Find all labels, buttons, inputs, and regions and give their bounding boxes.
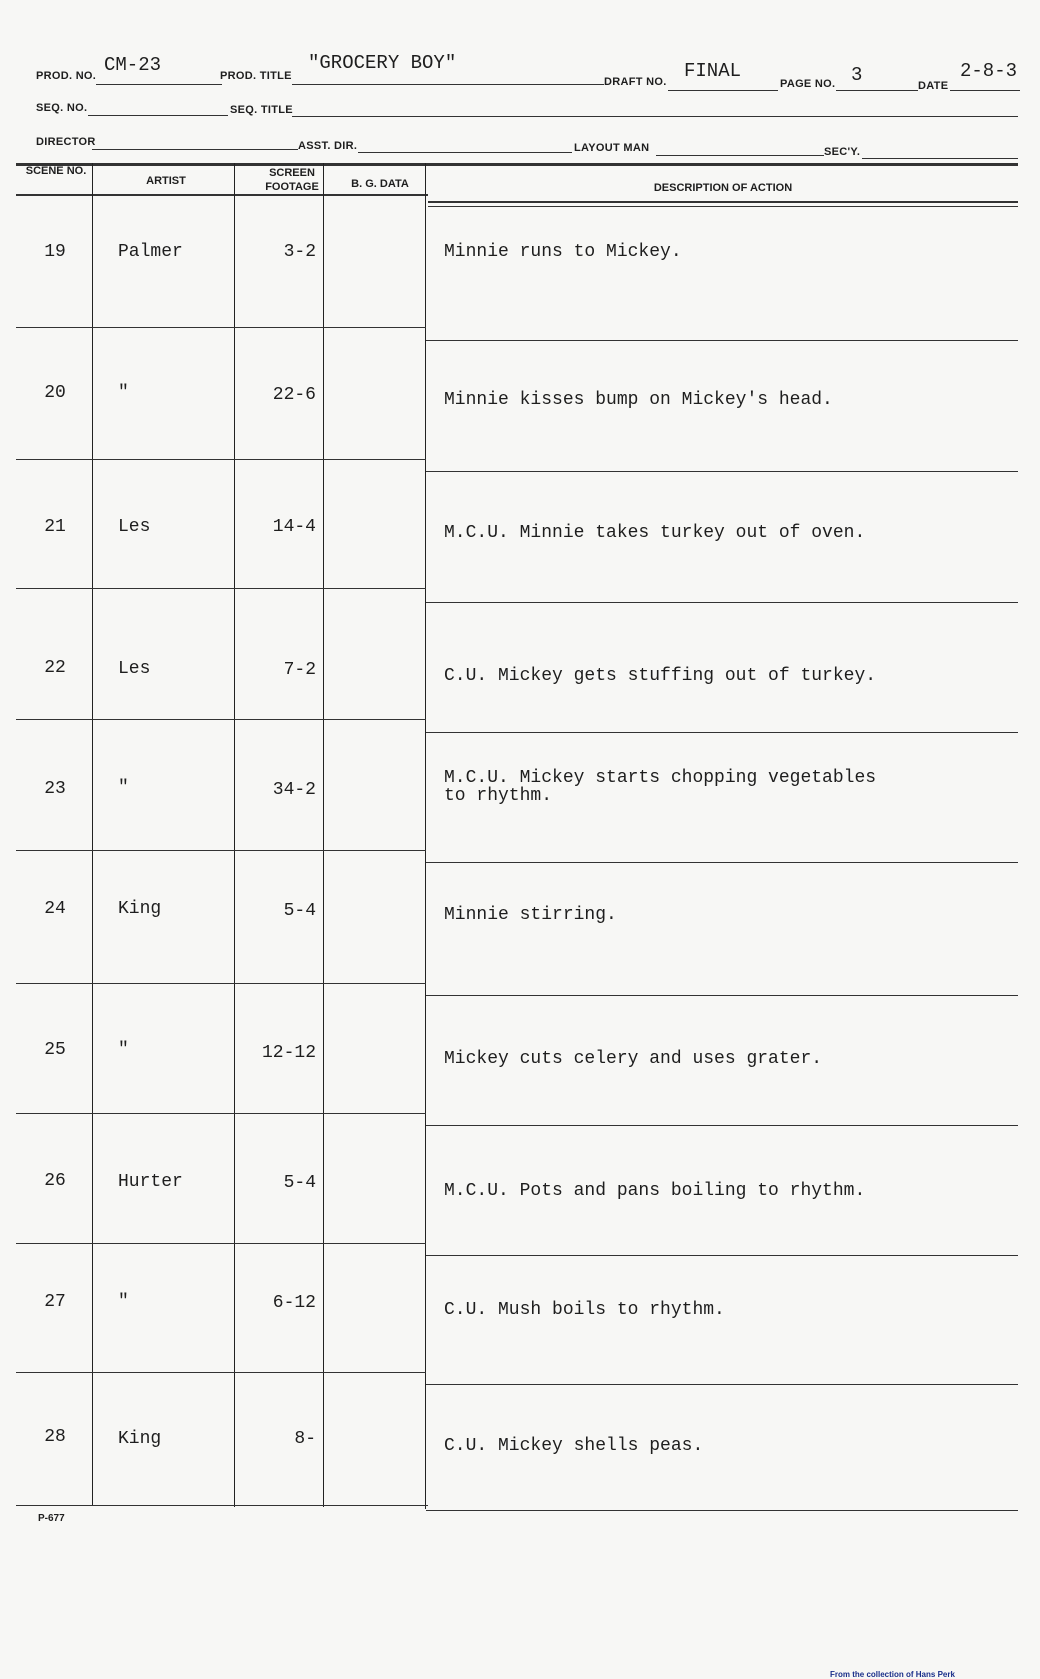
row-separator — [426, 602, 1018, 603]
prod-title-value: "GROCERY BOY" — [308, 52, 457, 74]
collection-credit: From the collection of Hans Perk — [830, 1670, 955, 1679]
seq-title-label: SEQ. TITLE — [230, 104, 293, 116]
col-header-scene-no: SCENE NO. — [25, 165, 87, 177]
table-top-border — [16, 163, 1018, 166]
description: M.C.U. Pots and pans boiling to rhythm. — [444, 1181, 866, 1201]
page-no-value: 3 — [851, 64, 863, 86]
col-header-description: DESCRIPTION OF ACTION — [653, 182, 793, 194]
artist: Les — [118, 517, 151, 537]
screen-footage: 8- — [294, 1429, 316, 1449]
artist: " — [118, 778, 129, 798]
screen-footage: 5-4 — [283, 901, 316, 921]
page-no-line — [836, 90, 918, 91]
header-bottom-rule-right — [428, 201, 1018, 203]
description: M.C.U. Mickey starts chopping vegetables to rhythm. — [444, 768, 877, 806]
artist: Les — [118, 659, 151, 679]
row-separator — [16, 850, 426, 851]
scene-no: 25 — [44, 1040, 66, 1060]
scene-no: 23 — [44, 779, 66, 799]
scene-no: 20 — [44, 383, 66, 403]
layout-man-line — [656, 155, 824, 156]
header-bottom-rule-left — [16, 194, 428, 196]
artist: " — [118, 1040, 129, 1060]
draft-no-line — [668, 90, 778, 91]
secy-line — [862, 158, 1018, 159]
page-no-label: PAGE NO. — [780, 78, 836, 90]
screen-footage: 14-4 — [272, 517, 316, 537]
artist: " — [118, 383, 129, 403]
row-separator — [426, 995, 1018, 996]
artist: King — [118, 1429, 162, 1449]
description: Minnie stirring. — [444, 905, 617, 925]
scene-no: 26 — [44, 1171, 66, 1191]
scene-no: 21 — [44, 517, 66, 537]
date-value: 2-8-3 — [960, 60, 1018, 82]
description: Minnie kisses bump on Mickey's head. — [444, 390, 833, 410]
prod-no-value: CM-23 — [104, 54, 162, 76]
asst-dir-label: ASST. DIR. — [298, 140, 358, 152]
artist: Palmer — [118, 242, 183, 262]
description: C.U. Mush boils to rhythm. — [444, 1300, 725, 1320]
prod-no-label: PROD. NO. — [36, 70, 97, 82]
description: Mickey cuts celery and uses grater. — [444, 1049, 823, 1069]
scene-no: 28 — [44, 1427, 66, 1447]
screen-footage: 3-2 — [283, 242, 316, 262]
row-separator — [16, 588, 426, 589]
row-separator — [16, 1113, 426, 1114]
artist: King — [118, 899, 162, 919]
col-divider-1 — [92, 163, 93, 1505]
description: C.U. Mickey shells peas. — [444, 1436, 704, 1456]
description: C.U. Mickey gets stuffing out of turkey. — [444, 666, 877, 686]
seq-no-label: SEQ. NO. — [36, 102, 88, 114]
col-divider-2 — [234, 163, 235, 1507]
scene-no: 22 — [44, 658, 66, 678]
row-separator — [426, 471, 1018, 472]
draft-no-label: DRAFT NO. — [604, 76, 667, 88]
date-label: DATE — [918, 80, 949, 92]
row-separator — [426, 340, 1018, 341]
scene-no: 19 — [44, 242, 66, 262]
layout-man-label: LAYOUT MAN — [574, 142, 650, 154]
artist: Hurter — [118, 1172, 183, 1192]
date-line — [950, 90, 1020, 91]
secy-label: SEC'Y. — [824, 146, 861, 158]
table-bottom-border — [16, 1505, 428, 1506]
table-bottom-border-right — [426, 1510, 1018, 1511]
screen-footage: 12-12 — [261, 1043, 316, 1063]
form-number: P-677 — [38, 1513, 65, 1524]
director-line — [92, 149, 298, 150]
asst-dir-line — [358, 152, 572, 153]
row-separator — [16, 1243, 426, 1244]
col-header-screen-footage: SCREEN FOOTAGE — [265, 167, 319, 193]
scene-no: 24 — [44, 899, 66, 919]
row-separator — [16, 1372, 426, 1373]
draft-no-value: FINAL — [684, 60, 742, 82]
row-separator — [16, 719, 426, 720]
seq-title-line — [292, 116, 1018, 117]
col-header-artist: ARTIST — [146, 175, 186, 187]
director-label: DIRECTOR — [36, 136, 96, 148]
description: Minnie runs to Mickey. — [444, 242, 682, 262]
row-separator — [426, 1125, 1018, 1126]
screen-footage: 5-4 — [283, 1173, 316, 1193]
col-divider-4 — [425, 163, 426, 1509]
screen-footage: 34-2 — [272, 780, 316, 800]
artist: " — [118, 1292, 129, 1312]
row-separator — [426, 862, 1018, 863]
prod-no-line — [96, 84, 222, 85]
seq-no-line — [88, 115, 228, 116]
description: M.C.U. Minnie takes turkey out of oven. — [444, 523, 866, 543]
row-separator — [16, 459, 426, 460]
row-separator — [426, 1384, 1018, 1385]
row-separator — [426, 732, 1018, 733]
prod-title-line — [292, 84, 604, 85]
row-separator — [426, 1255, 1018, 1256]
header-bottom-rule-right-double — [428, 206, 1018, 207]
prod-title-label: PROD. TITLE — [220, 70, 292, 82]
col-divider-3 — [323, 163, 324, 1507]
col-header-bg-data: B. G. DATA — [351, 178, 409, 190]
screen-footage: 6-12 — [272, 1293, 316, 1313]
row-separator — [16, 983, 426, 984]
row-separator — [16, 327, 426, 328]
screen-footage: 7-2 — [283, 660, 316, 680]
screen-footage: 22-6 — [272, 385, 316, 405]
scene-no: 27 — [44, 1292, 66, 1312]
